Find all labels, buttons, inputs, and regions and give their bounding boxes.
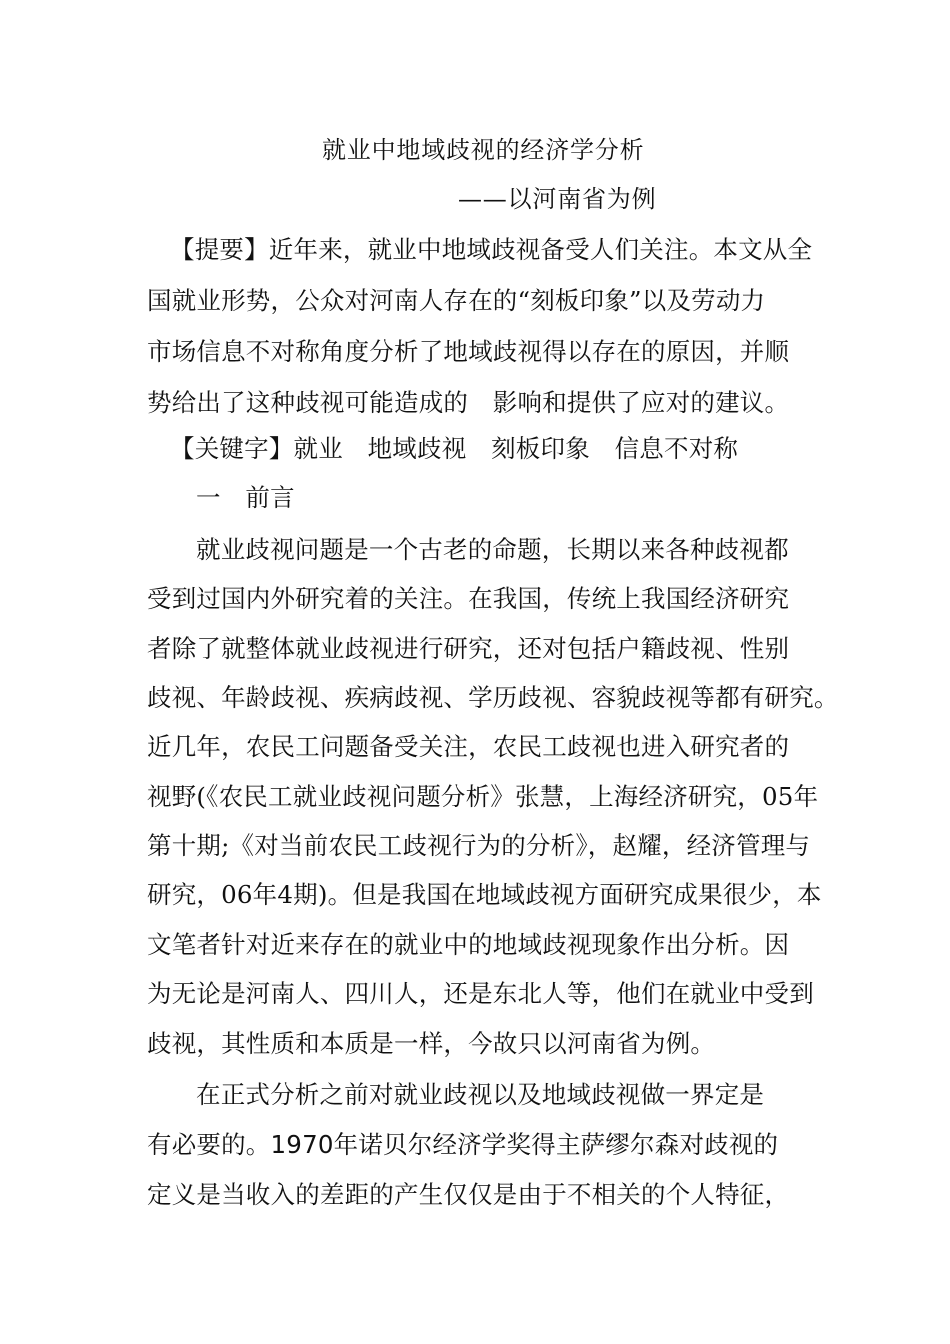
paragraph-line: 第十期;《对当前农民工歧视行为的分析》，赵耀，经济管理与 bbox=[147, 831, 811, 860]
abstract-line: 【提要】近年来，就业中地域歧视备受人们关注。本文从全 bbox=[170, 235, 813, 264]
paragraph-line: 近几年，农民工问题备受关注，农民工歧视也进入研究者的 bbox=[147, 732, 790, 761]
abstract-line: 市场信息不对称角度分析了地域歧视得以存在的原因，并顺 bbox=[147, 337, 790, 366]
abstract-line: 国就业形势，公众对河南人存在的“刻板印象”以及劳动力 bbox=[147, 286, 766, 315]
paragraph-line: 研究，06年4期)。但是我国在地域歧视方面研究成果很少，本 bbox=[147, 880, 822, 909]
paragraph-line: 文笔者针对近来存在的就业中的地域歧视现象作出分析。因 bbox=[147, 930, 790, 959]
abstract-line: 势给出了这种歧视可能造成的 影响和提供了应对的建议。 bbox=[147, 388, 790, 417]
paragraph-line bbox=[147, 1130, 778, 1160]
document-title: 就业中地域歧视的经济学分析 bbox=[322, 136, 645, 164]
paragraph-line: 就业歧视问题是一个古老的命题，长期以来各种歧视都 bbox=[196, 535, 789, 564]
year-number: 1970 bbox=[270, 1130, 334, 1159]
document-subtitle: ——以河南省为例 bbox=[458, 185, 657, 213]
paragraph-text: 有必要的。 bbox=[147, 1130, 271, 1159]
paragraph-line: 歧视、年龄歧视、疾病歧视、学历歧视、容貌歧视等都有研究。 bbox=[147, 683, 839, 712]
keywords-line: 【关键字】就业 地域歧视 刻板印象 信息不对称 bbox=[170, 434, 739, 463]
paragraph-line: 歧视，其性质和本质是一样，今故只以河南省为例。 bbox=[147, 1029, 716, 1058]
paragraph-line: 为无论是河南人、四川人，还是东北人等，他们在就业中受到 bbox=[147, 979, 814, 1008]
paragraph-line: 定义是当收入的差距的产生仅仅是由于不相关的个人特征， bbox=[147, 1180, 790, 1209]
paragraph-line: 视野(《农民工就业歧视问题分析》张慧，上海经济研究，05年 bbox=[147, 782, 819, 811]
paragraph-line: 在正式分析之前对就业歧视以及地域歧视做一界定是 bbox=[196, 1080, 765, 1109]
paragraph-text: 年诺贝尔经济学奖得主萨缪尔森对歧视的 bbox=[333, 1130, 779, 1159]
paragraph-line: 受到过国内外研究着的关注。在我国，传统上我国经济研究 bbox=[147, 584, 790, 613]
paragraph-line: 者除了就整体就业歧视进行研究，还对包括户籍歧视、性别 bbox=[147, 634, 790, 663]
section-heading: 一 前言 bbox=[196, 483, 295, 512]
